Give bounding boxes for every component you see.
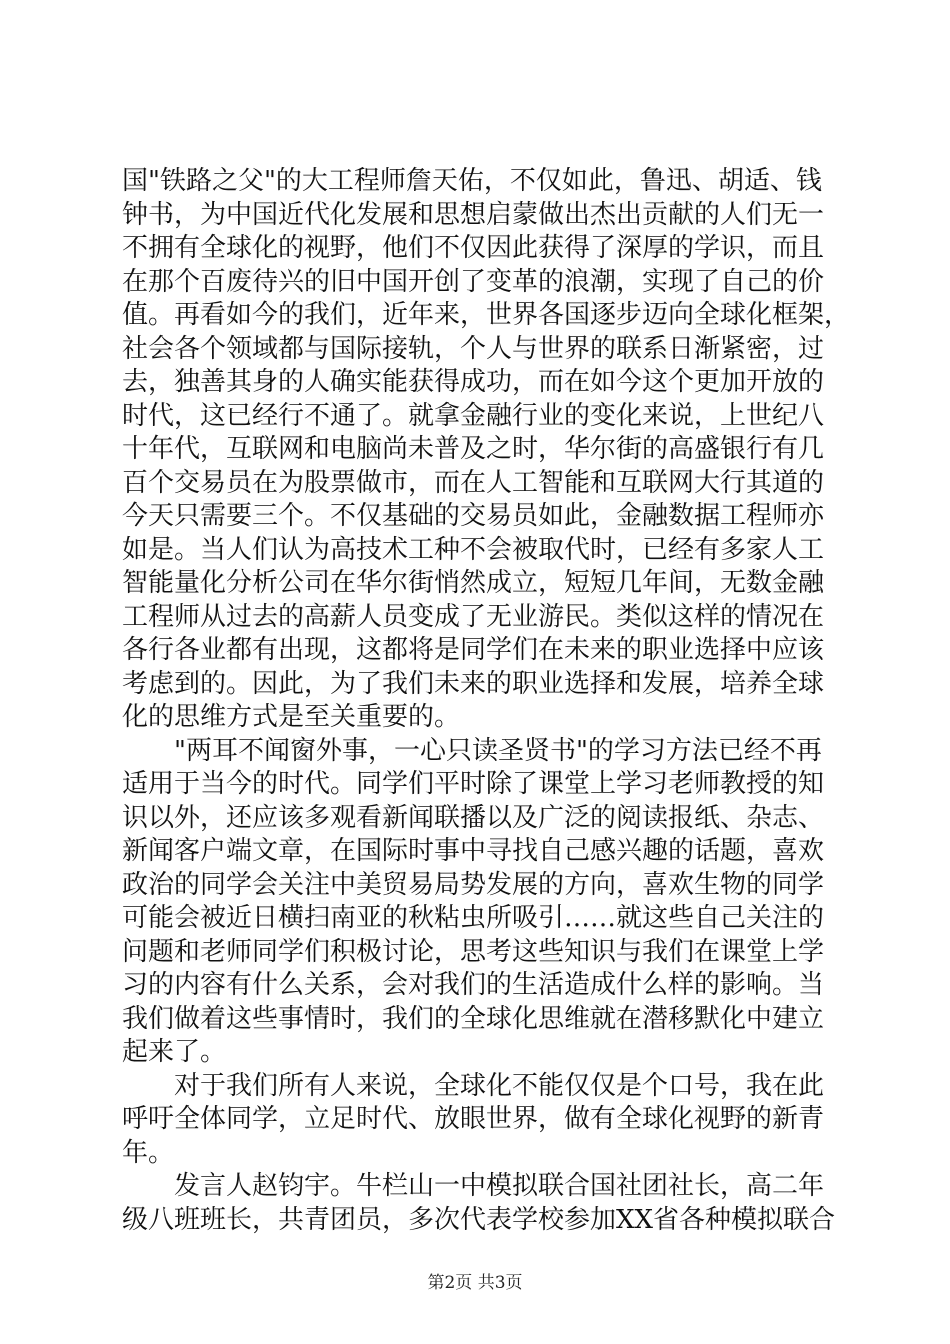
text-line: 新闻客户端文章，在国际时事中寻找自己感兴趣的话题，喜欢: [122, 836, 825, 866]
text-line: 不拥有全球化的视野，他们不仅因此获得了深厚的学识，而且: [122, 233, 825, 263]
text-line: 考虑到的。因此，为了我们未来的职业选择和发展，培养全球: [122, 668, 825, 699]
body-text: [122, 165, 851, 1237]
text-line: 在那个百废待兴的旧中国开创了变革的浪潮，实现了自己的价: [122, 266, 825, 297]
text-line: 政治的同学会关注中美贸易局势发展的方向，喜欢生物的同学: [122, 869, 825, 900]
text-line: 起来了。: [122, 1037, 227, 1067]
text-line: 工程师从过去的高薪人员变成了无业游民。类似这样的情况在: [122, 601, 825, 632]
text-line: "两耳不闻窗外事，一心只读圣贤书"的学习方法已经不再: [122, 735, 822, 766]
text-line: 时代，这已经行不通了。就拿金融行业的变化来说，上世纪八: [122, 400, 825, 431]
text-line: 问题和老师同学们积极讨论，思考这些知识与我们在课堂上学: [122, 936, 825, 967]
text-line: 呼吁全体同学，立足时代、放眼世界，做有全球化视野的新青: [122, 1104, 825, 1134]
text-line: 钟书，为中国近代化发展和思想启蒙做出杰出贡献的人们无一: [122, 199, 825, 230]
text-line: 如是。当人们认为高技术工种不会被取代时，已经有多家人工: [122, 534, 825, 565]
text-line: 百个交易员在为股票做市，而在人工智能和互联网大行其道的: [122, 467, 825, 498]
text-line: 国"铁路之父"的大工程师詹天佑，不仅如此，鲁迅、胡适、钱: [122, 166, 822, 196]
text-line: 今天只需要三个。不仅基础的交易员如此，金融数据工程师亦: [122, 501, 825, 531]
text-line: 我们做着这些事情时，我们的全球化思维就在潜移默化中建立: [122, 1003, 825, 1034]
text-line: 年。: [122, 1137, 175, 1168]
text-line: 识以外，还应该多观看新闻联播以及广泛的阅读报纸、杂志、: [122, 802, 825, 833]
text-line: 十年代，互联网和电脑尚未普及之时，华尔街的高盛银行有几: [122, 434, 825, 464]
text-line: 级八班班长，共青团员，多次代表学校参加XX省各种模拟联合: [122, 1204, 836, 1235]
text-line: 适用于当今的时代。同学们平时除了课堂上学习老师教授的知: [122, 769, 825, 799]
text-line: 各行各业都有出现，这都将是同学们在未来的职业选择中应该: [122, 635, 825, 665]
text-line: 化的思维方式是至关重要的。: [122, 702, 461, 732]
text-line: 发言人赵钧宇。牛栏山一中模拟联合国社团社长，高二年: [122, 1171, 825, 1201]
paragraph: [122, 735, 842, 1070]
text-line: 可能会被近日横扫南亚的秋粘虫所吸引……就这些自己关注的: [122, 903, 825, 933]
text-line: 去，独善其身的人确实能获得成功，而在如今这个更加开放的: [122, 367, 825, 397]
text-line: 社会各个领域都与国际接轨，个人与世界的联系日渐紧密，过: [122, 333, 825, 364]
text-line: 智能量化分析公司在华尔街悄然成立，短短几年间，无数金融: [122, 568, 825, 598]
paragraph: [122, 1070, 842, 1171]
paragraph: [122, 1170, 842, 1237]
page-footer: 第2页 共3页: [427, 1273, 523, 1293]
paragraph: [122, 165, 851, 735]
text-line: 习的内容有什么关系，会对我们的生活造成什么样的影响。当: [122, 970, 825, 1000]
text-line: 值。再看如今的我们，近年来，世界各国逐步迈向全球化框架，: [122, 300, 851, 330]
text-line: 对于我们所有人来说，全球化不能仅仅是个口号，我在此: [122, 1070, 825, 1101]
